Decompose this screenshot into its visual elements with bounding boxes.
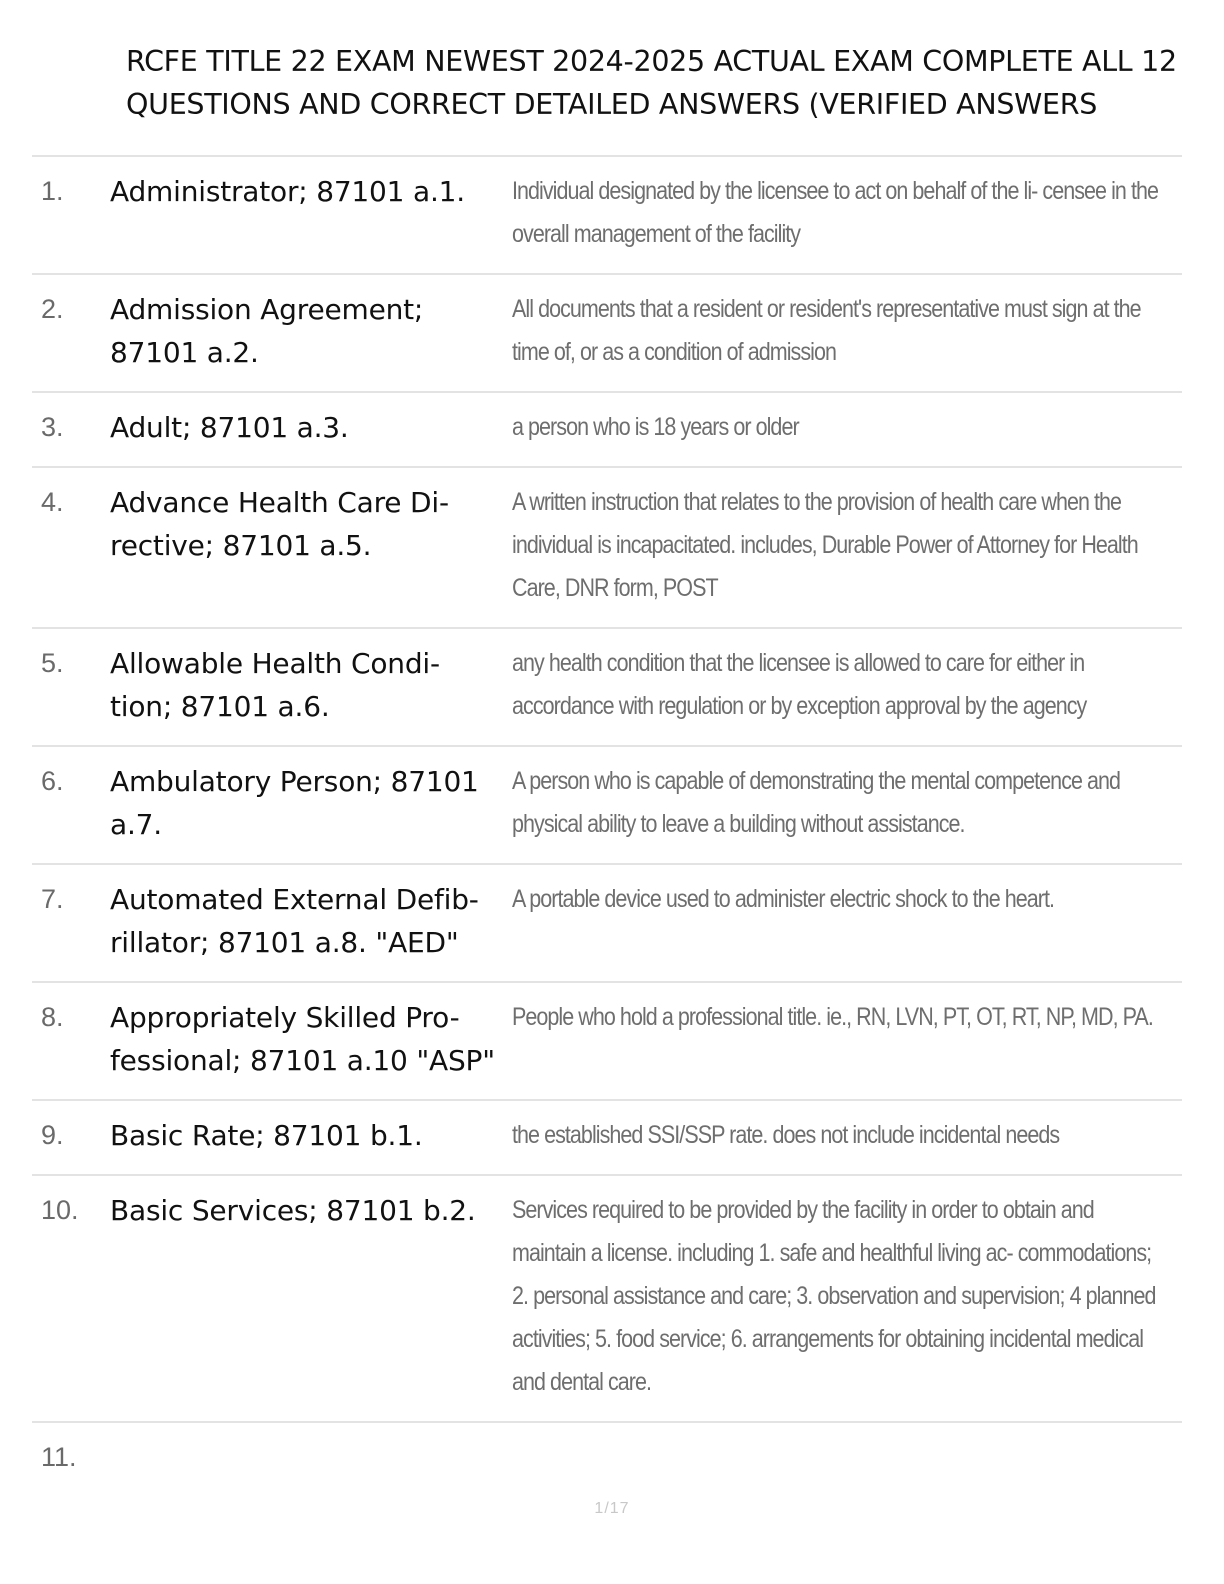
qa-number: 1. bbox=[41, 176, 64, 206]
qa-number: 5. bbox=[41, 648, 64, 678]
qa-row-10 bbox=[32, 1174, 1182, 1421]
qa-number: 10. bbox=[41, 1195, 79, 1225]
qa-definition bbox=[512, 642, 1164, 728]
qa-row-4 bbox=[32, 466, 1182, 627]
qa-term: Basic Rate; 87101 b.1. bbox=[110, 1119, 423, 1152]
qa-term: Ambulatory Person; 87101 a.7. bbox=[110, 765, 479, 841]
qa-term: Basic Services; 87101 b.2. bbox=[110, 1194, 476, 1227]
document-title bbox=[126, 40, 1224, 126]
qa-number: 11. bbox=[41, 1442, 77, 1472]
qa-definition-text: Individual designated by the licensee to act on behalf of the li- censee in the overall management of the facility bbox=[512, 177, 1159, 248]
qa-row-7 bbox=[32, 863, 1182, 981]
qa-list bbox=[32, 155, 1182, 1496]
qa-row-5 bbox=[32, 627, 1182, 745]
qa-term: Advance Health Care Di- rective; 87101 a.5. bbox=[110, 486, 449, 562]
qa-definition-text: A portable device used to administer electric shock to the heart. bbox=[512, 885, 1055, 913]
qa-number: 9. bbox=[41, 1120, 64, 1150]
qa-term: Adult; 87101 a.3. bbox=[110, 411, 349, 444]
qa-term: Admission Agreement; 87101 a.2. bbox=[110, 293, 424, 369]
qa-definition bbox=[512, 996, 1164, 1039]
qa-number: 4. bbox=[41, 487, 64, 517]
qa-row-8 bbox=[32, 981, 1182, 1099]
qa-number: 6. bbox=[41, 766, 64, 796]
qa-number: 8. bbox=[41, 1002, 64, 1032]
qa-definition-text: Services required to be provided by the facility in order to obtain and maintain a license. including 1. safe and healthful living ac- commodations; 2. personal assistance and care; 3. observation and supervision; 4 planned activities; 5. food service; 6. arrangements for obtaining incidental medical and dental care. bbox=[512, 1196, 1156, 1396]
qa-definition bbox=[512, 288, 1164, 374]
qa-definition bbox=[512, 406, 1164, 449]
qa-definition-text: A person who is capable of demonstrating the mental competence and physical ability to leave a building without assistance. bbox=[512, 767, 1121, 838]
qa-definition bbox=[512, 760, 1164, 846]
qa-row-9 bbox=[32, 1099, 1182, 1174]
qa-row-3 bbox=[32, 391, 1182, 466]
qa-term: Automated External Defib- rillator; 87101 a.8. "AED" bbox=[110, 883, 479, 959]
qa-definition-text: any health condition that the licensee is allowed to care for either in accordance with regulation or by exception approval by the agency bbox=[512, 649, 1087, 720]
qa-definition-text: All documents that a resident or resident's representative must sign at the time of, or as a condition of admission bbox=[512, 295, 1141, 366]
qa-definition bbox=[512, 170, 1164, 256]
qa-definition bbox=[512, 481, 1164, 610]
qa-definition-text: A written instruction that relates to the provision of health care when the individual is incapacitated. includes, Durable Power of Attorney for Health Care, DNR form, POST bbox=[512, 488, 1138, 602]
qa-row-6 bbox=[32, 745, 1182, 863]
qa-definition-text: the established SSI/SSP rate. does not include incidental needs bbox=[512, 1121, 1060, 1149]
qa-term: Administrator; 87101 a.1. bbox=[110, 175, 465, 208]
qa-definition bbox=[512, 1436, 1164, 1479]
qa-number: 3. bbox=[41, 412, 64, 442]
qa-row-11 bbox=[32, 1421, 1182, 1496]
document-title-line-1: RCFE TITLE 22 EXAM NEWEST 2024-2025 ACTUAL EXAM COMPLETE ALL 12 bbox=[126, 45, 1177, 78]
qa-definition bbox=[512, 1189, 1164, 1404]
qa-number: 2. bbox=[41, 294, 64, 324]
qa-number: 7. bbox=[41, 884, 64, 914]
document-title-line-2: QUESTIONS AND CORRECT DETAILED ANSWERS (VERIFIED ANSWERS bbox=[126, 88, 1098, 121]
qa-definition-text: a person who is 18 years or older bbox=[512, 413, 799, 441]
qa-row-1 bbox=[32, 155, 1182, 273]
qa-term: Appropriately Skilled Pro- fessional; 87101 a.10 "ASP" bbox=[110, 1001, 495, 1077]
qa-definition bbox=[512, 1114, 1164, 1157]
qa-term: Allowable Health Condi- tion; 87101 a.6. bbox=[110, 647, 440, 723]
page-number: 1/17 bbox=[594, 1500, 630, 1517]
qa-definition-text: People who hold a professional title. ie., RN, LVN, PT, OT, RT, NP, MD, PA. bbox=[512, 1003, 1153, 1031]
qa-definition bbox=[512, 878, 1164, 921]
qa-row-2 bbox=[32, 273, 1182, 391]
